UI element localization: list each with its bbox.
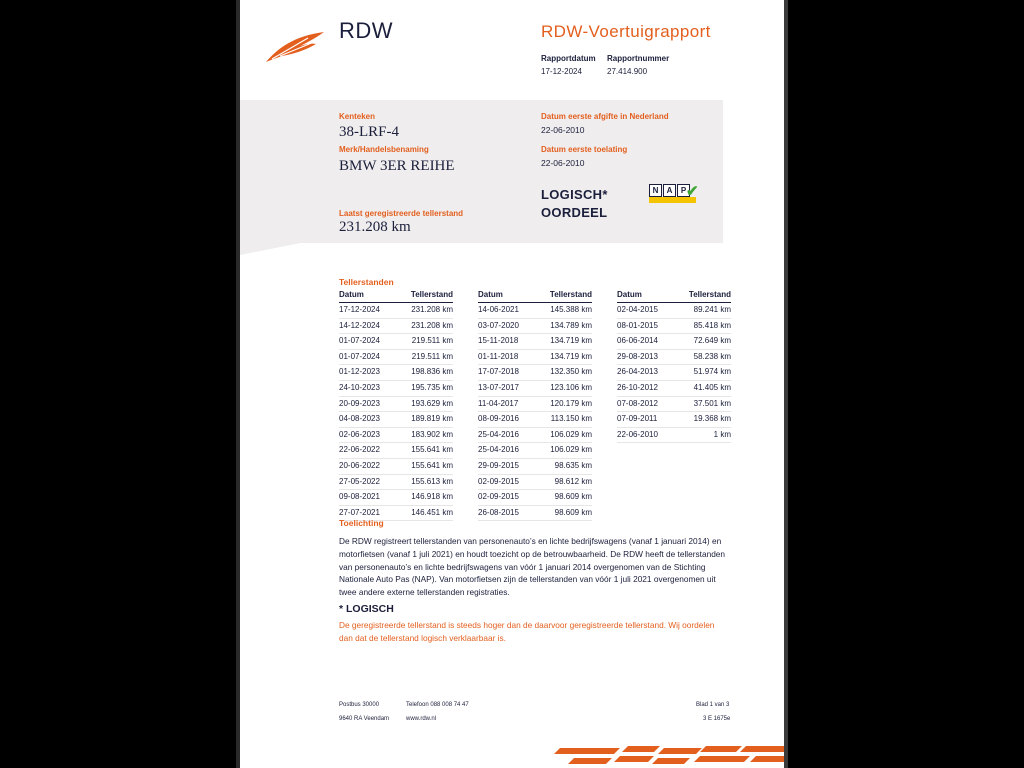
col-datum-header: Datum [617,290,642,299]
row-tellerstand: 1 km [713,429,731,439]
row-datum: 15-11-2018 [478,336,519,346]
col-tellerstand-header: Tellerstand [688,290,731,299]
row-tellerstand: 19.368 km [693,414,731,424]
footer-web: www.rdw.nl [406,716,437,722]
tellerstanden-title: Tellerstanden [339,277,394,287]
col-datum-header: Datum [339,290,364,299]
table-row [617,334,731,350]
oordeel-line-1: LOGISCH* [541,187,608,202]
row-datum: 06-06-2014 [617,336,658,346]
row-tellerstand: 145.388 km [550,305,592,314]
table-row [339,381,453,397]
table-row [478,381,592,397]
row-datum: 01-07-2024 [339,351,380,361]
table-row [617,381,731,397]
row-datum: 08-01-2015 [617,320,658,330]
row-datum: 26-04-2013 [617,367,658,377]
table-row [617,365,731,381]
table-row [339,350,453,366]
row-datum: 26-08-2015 [478,507,519,517]
tellerstanden-table-3 [617,290,731,443]
page-edge-right [784,0,788,768]
row-datum: 03-07-2020 [478,320,519,330]
row-datum: 20-06-2022 [339,460,380,470]
row-tellerstand: 155.613 km [411,476,453,486]
toelating-value: 22-06-2010 [541,158,585,168]
rdw-feather-logo [264,28,328,64]
row-tellerstand: 231.208 km [411,320,453,330]
row-tellerstand: 146.451 km [411,507,453,517]
nap-letter-p: P [677,184,690,197]
row-tellerstand: 155.641 km [411,445,453,455]
table-header [617,290,731,303]
row-tellerstand: 231.208 km [411,305,453,314]
rapportdatum-value: 17-12-2024 [541,67,582,76]
row-datum: 22-06-2010 [617,429,658,439]
footer-adres: 9640 RA Veendam [339,716,390,722]
table-row [617,350,731,366]
table-row [478,350,592,366]
row-tellerstand: 58.238 km [693,351,731,361]
table-row [339,397,453,413]
row-tellerstand: 98.609 km [554,492,592,502]
merk-value: BMW 3ER REIHE [339,158,455,174]
row-datum: 14-12-2024 [339,320,380,330]
brand-name: RDW [339,18,394,43]
decorative-stripes [550,742,784,768]
row-datum: 29-08-2013 [617,351,658,361]
col-tellerstand-header: Tellerstand [549,290,592,299]
row-tellerstand: 134.789 km [550,320,592,330]
footer-telefoon: Telefoon 088 008 74 47 [406,702,469,708]
row-datum: 02-09-2015 [478,492,519,502]
row-tellerstand: 155.641 km [411,460,453,470]
row-datum: 13-07-2017 [478,382,519,392]
row-tellerstand: 120.179 km [550,398,592,408]
row-datum: 29-09-2015 [478,460,519,470]
row-datum: 17-12-2024 [339,305,380,314]
row-tellerstand: 41.405 km [693,382,731,392]
table-row [478,412,592,428]
row-tellerstand: 106.029 km [550,445,592,455]
oordeel-line-2: OORDEEL [541,205,608,220]
footer-code: 3 E 1675e [703,716,731,722]
row-datum: 24-10-2023 [339,382,380,392]
row-datum: 27-05-2022 [339,476,380,486]
afgifte-value: 22-06-2010 [541,125,585,135]
row-tellerstand: 219.511 km [411,336,453,346]
row-datum: 20-09-2023 [339,398,380,408]
table-row [339,319,453,335]
nap-letter-n: N [649,184,662,197]
row-datum: 04-08-2023 [339,414,380,424]
row-tellerstand: 98.612 km [554,476,592,486]
table-row [617,303,731,319]
row-datum: 01-07-2024 [339,336,380,346]
merk-label: Merk/Handelsbenaming [339,145,429,154]
table-row [617,428,731,444]
row-tellerstand: 195.735 km [411,382,453,392]
table-row [478,490,592,506]
table-header [339,290,453,303]
kenteken-label: Kenteken [339,112,376,121]
row-tellerstand: 123.106 km [550,382,592,392]
row-datum: 02-09-2015 [478,476,519,486]
row-datum: 14-06-2021 [478,305,519,314]
table-row [339,490,453,506]
table-row [478,319,592,335]
document-page [240,0,784,768]
toelating-label: Datum eerste toelating [541,145,628,154]
row-datum: 01-11-2018 [478,351,519,361]
table-row [478,443,592,459]
row-datum: 08-09-2016 [478,414,519,424]
row-tellerstand: 219.511 km [411,351,453,361]
check-icon: ✔ [686,183,699,200]
tellerstand-label: Laatst geregistreerde tellerstand [339,209,464,218]
vehicle-panel [240,100,723,243]
oordeel-verdict [541,186,608,222]
row-tellerstand: 189.819 km [411,414,453,424]
table-row [339,412,453,428]
row-tellerstand: 51.974 km [693,367,731,377]
table-row [478,475,592,491]
footer-blad: Blad 1 van 3 [696,702,730,708]
footer-postbus: Postbus 30000 [339,702,380,708]
rapportnummer-value: 27.414.900 [607,67,648,76]
row-tellerstand: 198.836 km [411,367,453,377]
table-row [339,334,453,350]
col-datum-header: Datum [478,290,503,299]
row-datum: 25-04-2016 [478,429,519,439]
row-datum: 07-09-2011 [617,414,658,424]
row-datum: 01-12-2023 [339,367,380,377]
row-datum: 25-04-2016 [478,445,519,455]
kenteken-value: 38-LRF-4 [339,124,399,140]
row-datum: 22-06-2022 [339,445,380,455]
table-row [478,334,592,350]
row-tellerstand: 146.918 km [411,492,453,502]
table-row [339,365,453,381]
table-row [617,319,731,335]
nap-logo [649,183,699,204]
row-datum: 11-04-2017 [478,398,519,408]
row-tellerstand: 132.350 km [550,367,592,377]
table-row [478,303,592,319]
table-row [339,443,453,459]
row-tellerstand: 183.902 km [411,429,453,439]
table-header [478,290,592,303]
table-row [339,428,453,444]
table-row [478,365,592,381]
toelichting-title: Toelichting [339,518,384,528]
panel-tail [240,243,300,255]
row-tellerstand: 134.719 km [550,351,592,361]
afgifte-label: Datum eerste afgifte in Nederland [541,112,669,121]
row-datum: 17-07-2018 [478,367,519,377]
table-row [617,397,731,413]
row-tellerstand: 72.649 km [693,336,731,346]
table-row [478,428,592,444]
table-row [617,412,731,428]
row-tellerstand: 89.241 km [693,305,731,314]
table-row [478,397,592,413]
report-title: RDW-Voertuigrapport [541,22,711,41]
logisch-note-text: De geregistreerde tellerstand is steeds hoger dan de daarvoor geregistreerde tellerstand. Wij oordelen dan dat de tellerstand logisch verklaarbaar is. [339,620,715,643]
row-tellerstand: 106.029 km [550,429,592,439]
row-tellerstand: 98.609 km [554,507,592,517]
tellerstanden-table-2 [478,290,592,521]
table-row [478,459,592,475]
tellerstand-value: 231.208 km [339,219,411,235]
row-tellerstand: 193.629 km [411,398,453,408]
row-tellerstand: 85.418 km [693,320,731,330]
row-datum: 02-04-2015 [617,305,658,314]
row-datum: 26-10-2012 [617,382,658,392]
table-row [339,459,453,475]
toelichting-text: De RDW registreert tellerstanden van personenauto’s en lichte bedrijfswagens (vanaf 1 januari 2014) en motorfietsen (vanaf 1 juli 2021) en houdt toezicht op de betrouwbaarheid. De RDW heeft de tellerstanden van personenauto’s en lichte bedrijfswagens van vóór 1 januari 2014 overgenomen van de Stichting Nationale Auto Pas (NAP). Van motorfietsen zijn de tellerstanden van vóór 1 juli 2021 overgenomen uit twee andere externe tellerstanden registraties. [339,536,726,598]
col-tellerstand-header: Tellerstand [410,290,453,299]
table-row [339,303,453,319]
row-datum: 27-07-2021 [339,507,380,517]
tellerstanden-table-1 [339,290,453,521]
row-tellerstand: 37.501 km [693,398,731,408]
rapportdatum-label: Rapportdatum [541,54,596,63]
row-tellerstand: 113.150 km [550,414,592,424]
row-datum: 02-06-2023 [339,429,380,439]
table-row [478,506,592,522]
row-tellerstand: 98.635 km [554,460,592,470]
nap-letter-a: A [663,184,676,197]
row-tellerstand: 134.719 km [550,336,592,346]
row-datum: 09-08-2021 [339,492,380,502]
rapportnummer-label: Rapportnummer [607,54,670,63]
logisch-note-title: * LOGISCH [339,603,394,615]
table-row [339,475,453,491]
row-datum: 07-08-2012 [617,398,658,408]
